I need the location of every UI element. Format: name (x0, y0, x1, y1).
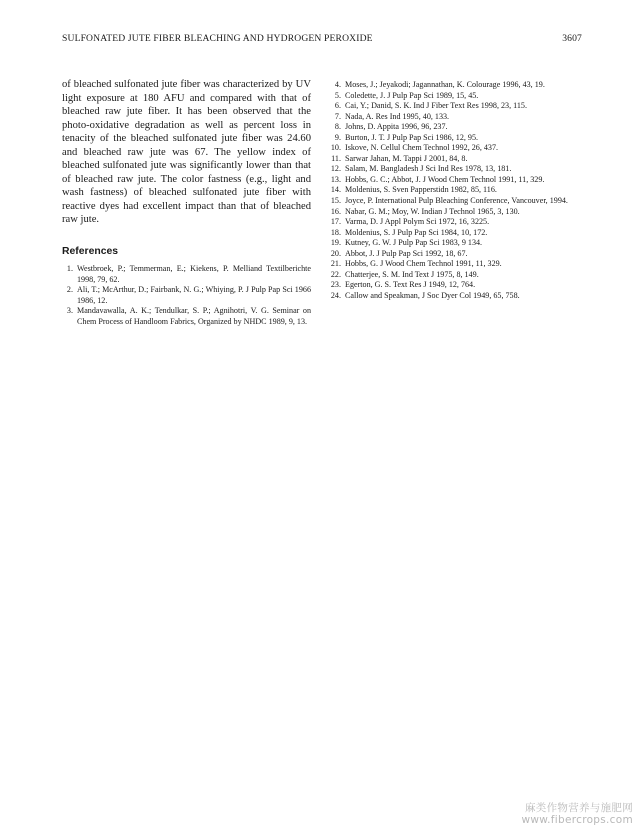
page-number: 3607 (562, 33, 582, 44)
reference-text: Varma, D. J Appl Polym Sci 1972, 16, 3225. (345, 217, 490, 227)
reference-number: 13. (330, 174, 341, 184)
reference-text: Johns, D. Appita 1996, 96, 237. (345, 122, 448, 132)
reference-number: 16. (330, 206, 341, 216)
reference-item (330, 196, 582, 207)
reference-number: 10. (330, 143, 341, 153)
reference-number: 24. (330, 290, 341, 300)
reference-number: 14. (330, 185, 341, 195)
reference-item (330, 164, 582, 175)
reference-item (330, 91, 582, 102)
reference-item (330, 228, 582, 239)
body-paragraph: of bleached sulfonated jute fiber was characterized by UV light exposure at 180 AFU and compared with that of bleached raw jute fiber. It has been observed that the photo-oxidative degradation as well as percent loss in tenacity of the bleached sulfonated jute fiber was 24.60 and bleached raw jute was 67. The yellow index of bleached sulfonated jute was significantly lower than that of bleached raw jute. The color fastness (e.g., light and wash fastness) of bleached sulfonated jute fiber with reactive dyes had excellent impact than that of bleached raw jute. (62, 79, 311, 226)
reference-item (330, 143, 582, 154)
reference-list-left (62, 264, 311, 327)
reference-text: Coledette, J. J Pulp Pap Sci 1989, 15, 45. (345, 90, 479, 100)
reference-number: 12. (330, 164, 341, 174)
right-column (330, 80, 582, 301)
reference-text: Ali, T.; McArthur, D.; Fairbank, N. G.; Whiying, P. J Pulp Pap Sci 1966 1986, 12. (77, 285, 311, 305)
reference-number: 23. (330, 280, 341, 290)
watermark-line-chinese: 麻类作物营养与施肥网 (525, 802, 633, 814)
reference-item (330, 207, 582, 218)
reference-item (330, 101, 582, 112)
reference-number: 5. (334, 90, 341, 100)
reference-number: 19. (330, 238, 341, 248)
reference-item (330, 185, 582, 196)
reference-number: 8. (334, 122, 341, 132)
reference-text: Mandavawalla, A. K.; Tendulkar, S. P.; Agnihotri, V. G. Seminar on Chem Process of Handloom Fabrics, Organized by NHDC 1989, 9, 13. (77, 306, 311, 326)
reference-number: 15. (330, 196, 341, 206)
reference-list-right (330, 80, 582, 301)
reference-number: 1. (66, 264, 73, 274)
reference-text: Moldenius, S. Sven Papperstidn 1982, 85, 116. (345, 185, 497, 195)
reference-number: 9. (334, 132, 341, 142)
reference-text: Westbroek, P.; Temmerman, E.; Kiekens, P. Melliand Textilberichte 1998, 79, 62. (77, 264, 311, 284)
reference-text: Abbot, J. J Pulp Pap Sci 1992, 18, 67. (345, 248, 468, 258)
reference-number: 11. (331, 153, 341, 163)
reference-item (330, 238, 582, 249)
reference-text: Burton, J. T. J Pulp Pap Sci 1986, 12, 95. (345, 132, 479, 142)
reference-number: 20. (330, 248, 341, 258)
reference-number: 6. (334, 101, 341, 111)
watermark-line-url: www.fibercrops.com (521, 814, 633, 826)
reference-number: 2. (66, 285, 73, 295)
reference-text: Egerton, G. S. Text Res J 1949, 12, 764. (345, 280, 476, 290)
reference-text: Sarwar Jahan, M. Tappi J 2001, 84, 8. (345, 153, 468, 163)
reference-item (330, 122, 582, 133)
reference-number: 4. (334, 80, 341, 89)
reference-item (330, 249, 582, 260)
left-column (62, 78, 311, 327)
reference-text: Chatterjee, S. M. Ind Text J 1975, 8, 149. (345, 269, 479, 279)
reference-item (330, 154, 582, 165)
reference-text: Nabar, G. M.; Moy, W. Indian J Technol 1965, 3, 130. (345, 206, 520, 216)
reference-item (330, 133, 582, 144)
reference-text: Nada, A. Res Ind 1995, 40, 133. (345, 111, 450, 121)
reference-text: Callow and Speakman, J Soc Dyer Col 1949, 65, 758. (345, 290, 520, 300)
reference-item (330, 259, 582, 270)
reference-number: 21. (330, 259, 341, 269)
reference-text: Moses, J.; Jeyakodi; Jagannathan, K. Colourage 1996, 43, 19. (345, 80, 545, 89)
reference-text: Hobbs, G. C.; Abbot, J. J Wood Chem Technol 1991, 11, 329. (345, 174, 545, 184)
reference-item (330, 217, 582, 228)
reference-text: Salam, M. Bangladesh J Sci Ind Res 1978, 13, 181. (345, 164, 512, 174)
reference-text: Joyce, P. International Pulp Bleaching Conference, Vancouver, 1994. (345, 196, 568, 206)
running-head (62, 33, 582, 47)
reference-item (330, 112, 582, 123)
reference-number: 22. (330, 269, 341, 279)
reference-number: 18. (330, 227, 341, 237)
reference-item (62, 264, 311, 285)
reference-number: 17. (330, 217, 341, 227)
reference-text: Iskove, N. Cellul Chem Technol 1992, 26, 437. (345, 143, 499, 153)
reference-text: Hobbs, G. J Wood Chem Technol 1991, 11, 329. (345, 259, 502, 269)
reference-item (330, 270, 582, 281)
reference-item (330, 175, 582, 186)
watermark (521, 802, 633, 826)
reference-text: Cai, Y.; Danid, S. K. Ind J Fiber Text Res 1998, 23, 115. (345, 101, 527, 111)
reference-item (330, 280, 582, 291)
reference-item (62, 285, 311, 306)
reference-number: 7. (334, 111, 341, 121)
running-head-title: SULFONATED JUTE FIBER BLEACHING AND HYDROGEN PEROXIDE (62, 33, 373, 44)
reference-item (62, 306, 311, 327)
reference-number: 3. (66, 306, 73, 316)
reference-item (330, 80, 582, 91)
reference-text: Kutney, G. W. J Pulp Pap Sci 1983, 9 134. (345, 238, 483, 248)
references-heading: References (62, 246, 119, 258)
reference-text: Moldenius, S. J Pulp Pap Sci 1984, 10, 172. (345, 227, 488, 237)
reference-item (330, 291, 582, 302)
